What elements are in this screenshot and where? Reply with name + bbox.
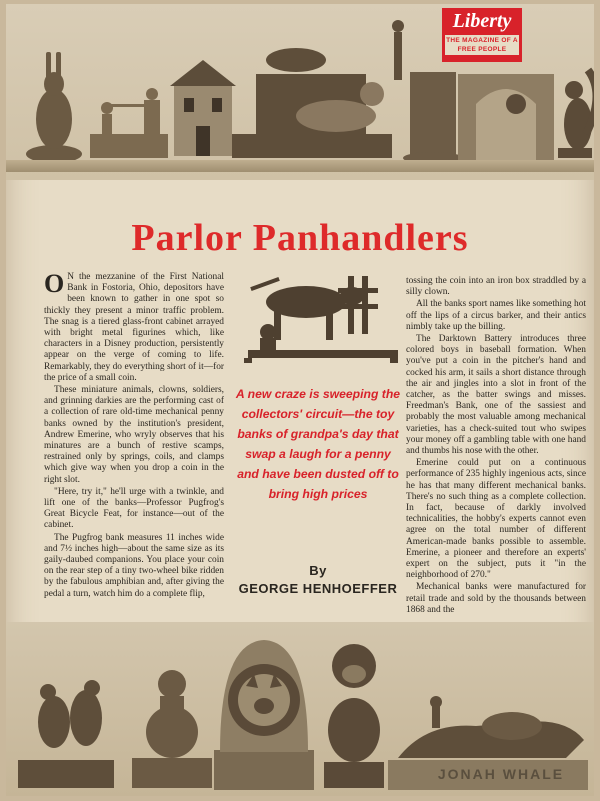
byline-author: GEORGE HENHOEFFER bbox=[238, 581, 398, 596]
article-headline: Parlor Panhandlers bbox=[131, 217, 469, 259]
article-column-3 bbox=[406, 276, 586, 617]
masthead-logo: Liberty bbox=[452, 10, 512, 32]
paragraph: These miniature animals, clowns, soldiers, and grinning darkies are the performing cast of a collection of rare old-time mechanical penny banks owned by the institution's president, Andrew Emerine, who wryly observes that his minatures are a bunch of restive scamps, restrained only by springs, coils, and clamps which give way when you drop a coin in the right slot. bbox=[44, 385, 224, 485]
jonah-whale-label: JONAH WHALE bbox=[437, 766, 565, 782]
magazine-page bbox=[6, 4, 594, 796]
article-deck: A new craze is sweeping the collectors' circuit—the toy banks of grandpa's day that swap a laugh for a penny and have been dusted off to bring high prices bbox=[235, 387, 401, 501]
paragraph: The Pugfrog bank measures 11 inches wide and 7½ inches high—about the same size as its gaily-daubed companions. You place your coin on the rear step of a tiny two-wheel bike ridden by the fabulous amphibian and, after giving the pedal a turn, watch him do a complete flip, bbox=[44, 532, 224, 599]
article-column-1 bbox=[44, 269, 224, 601]
paragraph: Emerine could put on a continuous performance of 235 highly ingenious acts, since he has that many different mechanical banks. There's no such thing as a complete collection. In fact, because of darkly involved technicalities, the hobby's experts cannot even agree on the total number of different American-made banks possible to assemble. Emerine, a pioneer and therefore an experts' expert on the subject, puts it "in the neighborhood of 270." bbox=[406, 458, 586, 581]
paragraph: Mechanical banks were manufactured for retail trade and sold by the thousands between 1868 and the bbox=[406, 582, 586, 615]
liberty-masthead bbox=[442, 8, 522, 62]
paragraph: The Darktown Battery introduces three colored boys in baseball formation. When you've put a coin in the pitcher's hand and cocked his arm, it sails a short distance through the air and jingles into a slot in front of the catcher, as the batter swings and misses. Freedman's Bank, one of the sassiest and probably the most valuable among mechanical varieties, has a check-suited tout who swipes your money off a gambling table with one hand and thumbs his nose with the other. bbox=[406, 334, 586, 457]
top-photo-band bbox=[6, 4, 594, 180]
paragraph: All the banks sport names like something hot off the lips of a circus barker, and their antics nimbly take up the billing. bbox=[406, 299, 586, 332]
masthead-tagline: THE MAGAZINE OF A FREE PEOPLE bbox=[446, 37, 518, 53]
paragraph: N the mezzanine of the First National Bank in Fostoria, Ohio, depositors have been known to gather in one spot so thickly they present a minor traffic problem. The snag is a tiered glass-front cabinet arrayed with bright metal figurines which, like characters in a Disney production, persistently appear on the verge of coming to life. Remarkably, they do everything short of it—for the price of a small coin. bbox=[44, 272, 224, 383]
top-shelf bbox=[6, 160, 594, 172]
drop-cap: O bbox=[44, 269, 65, 298]
paragraph: "Here, try it," he'll urge with a twinkle, and lift one of the banks—Professor Pugfrog's Great Bicycle Feat, for instance—out of the cabinet. bbox=[44, 486, 224, 531]
cow-bank-illustration bbox=[230, 274, 400, 364]
paragraph: tossing the coin into an iron box straddled by a silly clown. bbox=[406, 276, 586, 298]
byline-prefix: By bbox=[309, 563, 327, 578]
article-byline bbox=[234, 562, 402, 598]
